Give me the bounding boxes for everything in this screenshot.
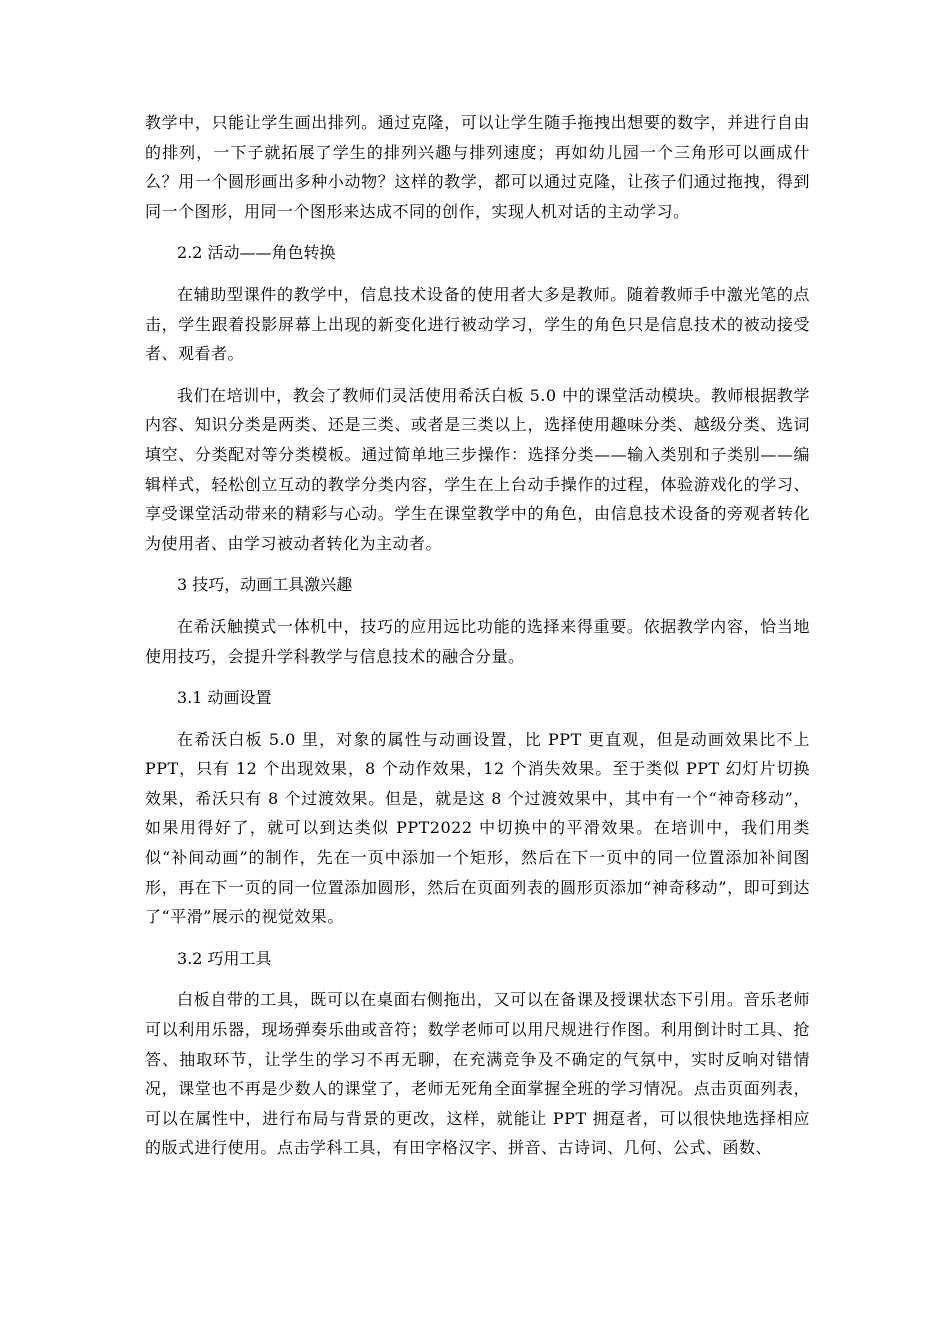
- body-paragraph: 在辅助型课件的教学中，信息技术设备的使用者大多是教师。随着教师手中激光笔的点击，学生跟着投影屏幕上出现的新变化进行被动学习，学生的角色只是信息技术的被动接受者、观看者。: [145, 284, 810, 364]
- body-paragraph: 教学中，只能让学生画出排列。通过克隆，可以让学生随手拖拽出想要的数字，并进行自由的排列，一下子就拓展了学生的排列兴趣与排列速度；再如幼儿园一个三角形可以画成什么？用一个圆形画出多种小动物？这样的教学，都可以通过克隆，让孩子们通过拖拽，得到同一个图形，用同一个图形来达成不同的创作，实现人机对话的主动学习。: [145, 113, 810, 221]
- section-heading: 3.2 巧用工具: [177, 948, 272, 968]
- body-paragraph: 在希沃触摸式一体机中，技巧的应用远比功能的选择来得重要。依据教学内容，恰当地使用技巧，会提升学科教学与信息技术的融合分量。: [145, 616, 810, 666]
- section-heading: 3 技巧，动画工具激兴趣: [177, 575, 353, 595]
- body-paragraph: 在希沃白板 5.0 里，对象的属性与动画设置，比 PPT 更直观，但是动画效果比不上 PPT，只有 12 个出现效果，8 个动作效果，12 个消失效果。至于类似 PPT 幻灯片切换效果，希沃只有 8 个过渡效果。但是，就是这 8 个过渡效果中，其中有一个“神奇移动”，如果用得好了，就可以到达类似 PPT2022 中切换中的平滑效果。在培训中，我们用类似“补间动画”的制作，先在一页中添加一个矩形，然后在下一页中的同一位置添加补间图形，再在下一页的同一位置添加圆形，然后在页面列表的圆形页添加“神奇移动”，即可到达了“平滑”展示的视觉效果。: [145, 729, 810, 927]
- body-paragraph: 我们在培训中，教会了教师们灵活使用希沃白板 5.0 中的课堂活动模块。教师根据教学内容、知识分类是两类、还是三类、或者是三类以上，选择使用趣味分类、越级分类、选词填空、分类配对等分类模板。通过简单地三步操作：选择分类——输入类别和子类别——编辑样式，轻松创立互动的教学分类内容，学生在上台动手操作的过程，体验游戏化的学习、享受课堂活动带来的精彩与心动。学生在课堂教学中的角色，由信息技术设备的旁观者转化为使用者、由学习被动者转化为主动者。: [145, 385, 810, 553]
- body-paragraph: 白板自带的工具，既可以在桌面右侧拖出，又可以在备课及授课状态下引用。音乐老师可以利用乐器，现场弹奏乐曲或音符；数学老师可以用尺规进行作图。利用倒计时工具、抢答、抽取环节，让学生的学习不再无聊，在充满竞争及不确定的气氛中，实时反响对错情况，课堂也不再是少数人的课堂了，老师无死角全面掌握全班的学习情况。点击页面列表，可以在属性中，进行布局与背景的更改，这样，就能让 PPT 拥趸者，可以很快地选择相应的版式进行使用。点击学科工具，有田字格汉字、拼音、古诗词、几何、公式、函数、: [145, 990, 810, 1158]
- section-heading: 2.2 活动——角色转换: [177, 243, 336, 263]
- section-heading: 3.1 动画设置: [177, 688, 272, 708]
